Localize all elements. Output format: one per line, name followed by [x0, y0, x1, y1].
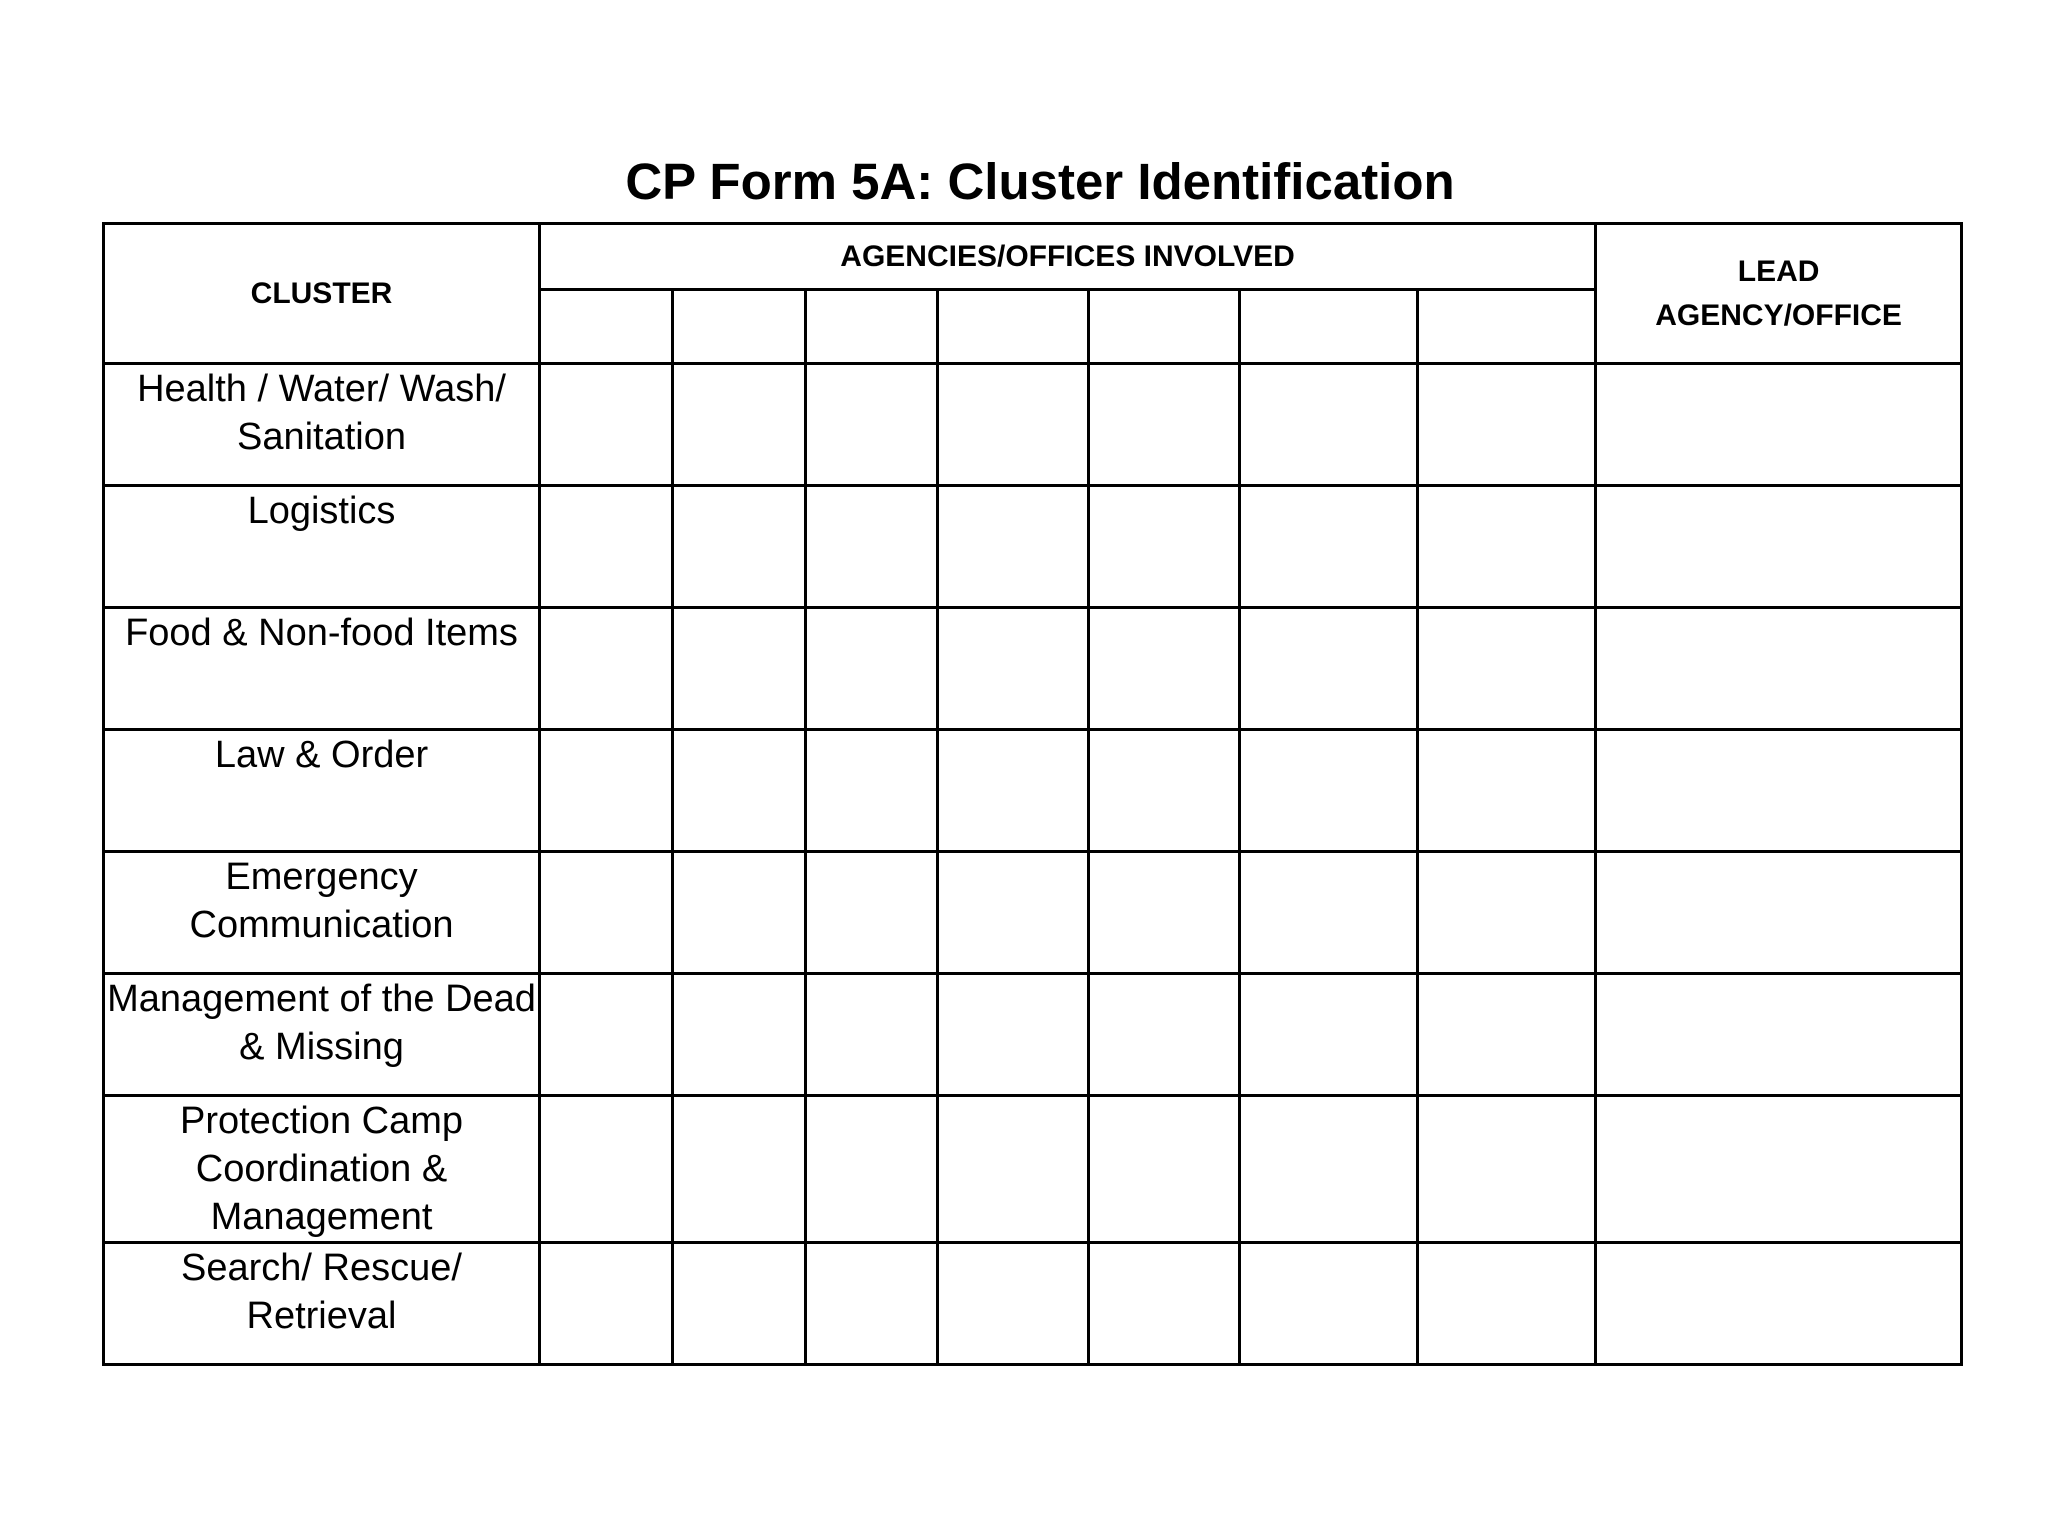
agency-cell[interactable]: [1240, 1096, 1418, 1243]
cluster-name-cell: Protection Camp Coordination & Management: [104, 1096, 540, 1243]
lead-agency-header: [1596, 224, 1962, 364]
agency-cell[interactable]: [1240, 608, 1418, 730]
agency-cell[interactable]: [938, 608, 1089, 730]
agency-cell[interactable]: [806, 486, 938, 608]
agency-cell[interactable]: [673, 608, 806, 730]
agency-cell[interactable]: [1418, 1243, 1596, 1365]
agency-cell[interactable]: [1240, 852, 1418, 974]
agency-cell[interactable]: [1418, 730, 1596, 852]
agency-cell[interactable]: [806, 852, 938, 974]
agency-cell[interactable]: [806, 730, 938, 852]
agency-cell[interactable]: [540, 608, 673, 730]
cluster-name-cell: Emergency Communication: [104, 852, 540, 974]
agency-cell[interactable]: [540, 974, 673, 1096]
lead-agency-cell[interactable]: [1596, 852, 1962, 974]
agency-cell[interactable]: [673, 364, 806, 486]
cluster-name-cell: Logistics: [104, 486, 540, 608]
agency-cell[interactable]: [1089, 1243, 1240, 1365]
agency-cell[interactable]: [938, 974, 1089, 1096]
agency-cell[interactable]: [540, 486, 673, 608]
cluster-name-cell: Management of the Dead & Missing: [104, 974, 540, 1096]
form-title: CP Form 5A: Cluster Identification: [625, 153, 1455, 210]
agency-cell[interactable]: [806, 974, 938, 1096]
table-row: [104, 1096, 1962, 1243]
cluster-header: CLUSTER: [104, 224, 540, 364]
agency-cell[interactable]: [806, 364, 938, 486]
agency-cell[interactable]: [540, 852, 673, 974]
cluster-name-cell: Health / Water/ Wash/ Sanitation: [104, 364, 540, 486]
agency-column-6-header[interactable]: [1240, 290, 1418, 364]
agencies-header: AGENCIES/OFFICES INVOLVED: [540, 224, 1596, 290]
lead-agency-cell[interactable]: [1596, 364, 1962, 486]
lead-agency-cell[interactable]: [1596, 730, 1962, 852]
agency-column-2-header[interactable]: [673, 290, 806, 364]
cluster-name-cell: Food & Non-food Items: [104, 608, 540, 730]
agency-cell[interactable]: [1418, 974, 1596, 1096]
table-row: [104, 730, 1962, 852]
agency-cell[interactable]: [1089, 974, 1240, 1096]
cluster-identification-table: [102, 222, 1963, 1366]
agency-cell[interactable]: [1240, 974, 1418, 1096]
agency-column-1-header[interactable]: [540, 290, 673, 364]
table-row: [104, 608, 1962, 730]
agency-cell[interactable]: [673, 974, 806, 1096]
agency-cell[interactable]: [806, 608, 938, 730]
agency-cell[interactable]: [1240, 486, 1418, 608]
agency-cell[interactable]: [938, 730, 1089, 852]
agency-cell[interactable]: [1240, 364, 1418, 486]
agency-cell[interactable]: [540, 1243, 673, 1365]
agency-cell[interactable]: [673, 852, 806, 974]
lead-agency-cell[interactable]: [1596, 1243, 1962, 1365]
lead-header-line1: LEAD: [1737, 254, 1820, 288]
agency-cell[interactable]: [938, 364, 1089, 486]
agency-cell[interactable]: [673, 1096, 806, 1243]
agency-cell[interactable]: [1418, 364, 1596, 486]
agency-cell[interactable]: [938, 1243, 1089, 1365]
agency-cell[interactable]: [1418, 852, 1596, 974]
lead-header-line2: AGENCY/OFFICE: [1655, 298, 1902, 332]
lead-agency-cell[interactable]: [1596, 1096, 1962, 1243]
agency-cell[interactable]: [540, 364, 673, 486]
agency-cell[interactable]: [1418, 486, 1596, 608]
lead-agency-cell[interactable]: [1596, 486, 1962, 608]
agency-cell[interactable]: [673, 730, 806, 852]
header-row: [104, 224, 1962, 290]
agency-cell[interactable]: [673, 1243, 806, 1365]
table-row: [104, 852, 1962, 974]
agency-cell[interactable]: [1418, 1096, 1596, 1243]
agency-cell[interactable]: [1089, 608, 1240, 730]
agency-cell[interactable]: [1089, 486, 1240, 608]
agency-cell[interactable]: [1089, 852, 1240, 974]
table-row: [104, 364, 1962, 486]
agency-cell[interactable]: [1418, 608, 1596, 730]
agency-column-4-header[interactable]: [938, 290, 1089, 364]
agency-cell[interactable]: [1089, 364, 1240, 486]
agency-cell[interactable]: [1089, 730, 1240, 852]
agency-cell[interactable]: [540, 730, 673, 852]
agency-cell[interactable]: [938, 852, 1089, 974]
agency-column-5-header[interactable]: [1089, 290, 1240, 364]
agency-column-7-header[interactable]: [1418, 290, 1596, 364]
agency-cell[interactable]: [1240, 1243, 1418, 1365]
agency-cell[interactable]: [938, 1096, 1089, 1243]
agency-cell[interactable]: [673, 486, 806, 608]
agency-cell[interactable]: [938, 486, 1089, 608]
agency-cell[interactable]: [806, 1243, 938, 1365]
lead-agency-cell[interactable]: [1596, 608, 1962, 730]
table-row: [104, 974, 1962, 1096]
agency-cell[interactable]: [1240, 730, 1418, 852]
agency-column-3-header[interactable]: [806, 290, 938, 364]
agency-cell[interactable]: [1089, 1096, 1240, 1243]
lead-agency-cell[interactable]: [1596, 974, 1962, 1096]
cluster-name-cell: Law & Order: [104, 730, 540, 852]
table-row: [104, 486, 1962, 608]
table-row: [104, 1243, 1962, 1365]
cluster-name-cell: Search/ Rescue/ Retrieval: [104, 1243, 540, 1365]
agency-cell[interactable]: [806, 1096, 938, 1243]
agency-cell[interactable]: [540, 1096, 673, 1243]
